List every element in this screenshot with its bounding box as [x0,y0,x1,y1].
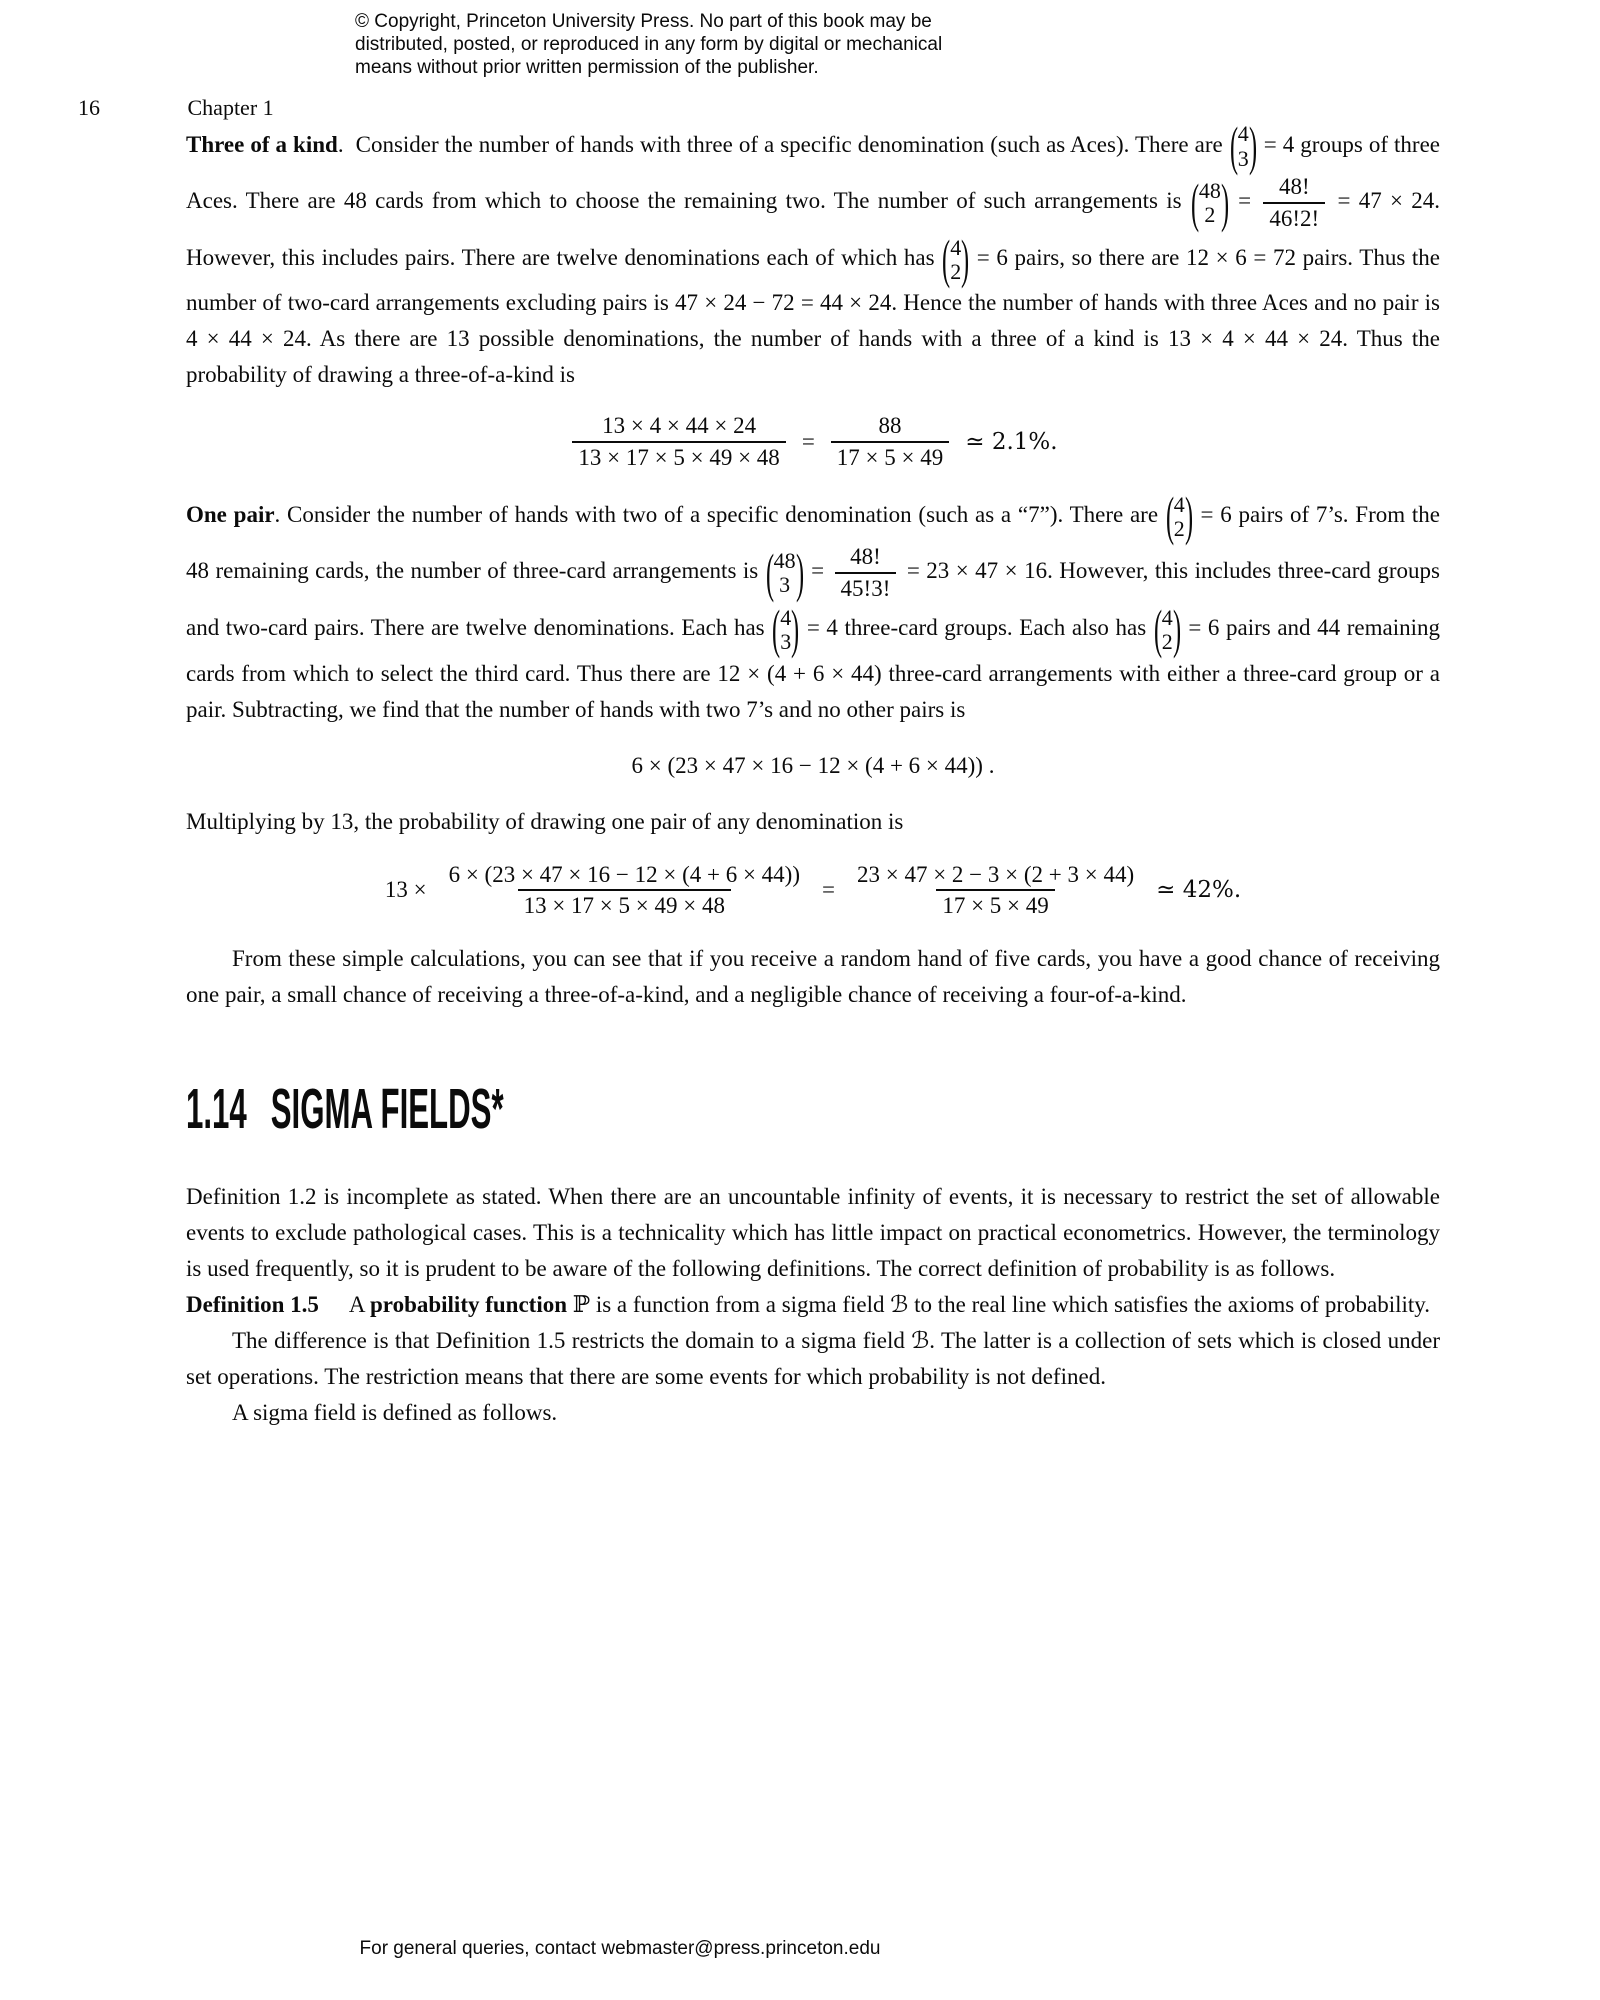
right-paren: ) [795,542,804,603]
right-paren: ) [1248,116,1257,176]
text-run: Definition 1.2 is incomplete as stated. When there are an uncountable infinity of events, it is necessary to restrict the set of allowable events to exclude pathological cases. This is a technicality which has little impact on practical econometrics. However, the terminology is used frequently, so it is prudent to be aware of the following definitions. The correct definition of probability is as follows. [186,1184,1440,1282]
right-paren: ) [1184,486,1193,547]
right-paren: ) [1220,172,1229,233]
left-paren: ( [1165,486,1174,547]
copyright-line-3: means without prior written permission of the publisher. [355,57,819,78]
fraction-numerator: 13 × 4 × 44 × 24 [602,413,757,439]
chapter-label: Chapter 1 [187,95,274,120]
fraction-right [831,411,949,473]
footer-text: For general queries, contact webmaster@press.princeton.edu [359,1938,881,1959]
binomial-4-choose-2 [1165,486,1193,547]
binomial-48-choose-2 [1190,172,1229,233]
binomial-4-choose-2 [1153,599,1181,660]
page-number: 16 [78,95,100,120]
binomial-4-choose-2 [942,229,970,290]
lead-in-one-pair: One pair [186,502,275,528]
equals-sign: = [822,877,835,903]
script-B-symbol: ℬ [911,1328,930,1355]
paragraph-summary [186,941,1440,1013]
binom-top: 4 [1161,604,1173,630]
binom-bottom: 2 [1204,202,1216,228]
text-run: = 4 three-card groups. Each also has [800,615,1153,641]
text-run: = 6 pairs, so there are 12 × 6 = 72 pairs. Thus the number of two-card arrangements excluding pairs is 47 × 24 − 72 = 44 × 24. Hence the number of hands with three Aces and no pair is 4 × 44 × 24. As there are 13 possible denominations, the number of hands with a three of a kind is 13 × 4 × 44 × 24. Thus the probability of drawing a three-of-a-kind is [186,245,1440,388]
defined-term: probability function [369,1292,568,1318]
text-run: Multiplying by 13, the probability of drawing one pair of any denomination is [186,808,904,834]
fraction-denominator: 13 × 17 × 5 × 49 × 48 [518,889,731,921]
binomial-4-choose-3 [772,599,800,660]
binom-bottom: 2 [1161,628,1173,654]
fraction-denominator: 13 × 17 × 5 × 49 × 48 [572,441,785,473]
text-run: = 4 groups of three Aces. There are 48 cards from which to choose the remaining two. The number of such arrangements is [186,131,1440,214]
fraction-left [572,411,785,473]
coefficient-prefix: 13 × [384,877,427,903]
fraction-denominator: 46!2! [1263,202,1325,234]
binom-top: 4 [780,604,792,630]
fraction-numerator: 48! [850,544,881,570]
blackboard-P-symbol: ℙ [572,1292,591,1319]
left-paren: ( [1229,116,1238,176]
binom-bottom: 3 [779,572,791,598]
text-run: = 6 pairs of 7’s. From the 48 remaining cards, the number of three-card arrangements is [186,502,1440,584]
copyright-notice [355,0,975,79]
paragraph-multiplying [186,804,1440,840]
right-paren: ) [791,599,800,660]
left-paren: ( [942,229,951,290]
section-title: SIGMA FIELDS* [270,1078,504,1142]
paragraph-sigma-defined [186,1395,1440,1431]
paragraph-difference [186,1323,1440,1395]
binom-bottom: 2 [1173,515,1185,541]
footer-queries [0,1938,1240,1960]
approx-result: ≃ 2.1%. [965,429,1058,456]
copyright-line-2: distributed, posted, or reproduced in any form by digital or mechanical [355,34,943,55]
binom-top: 4 [950,234,962,260]
fraction-48-factorial [1263,172,1325,234]
binom-top: 48 [1198,177,1221,203]
left-paren: ( [1190,172,1199,233]
binom-bottom: 3 [780,628,792,654]
text-run: The difference is that Definition 1.5 restricts the domain to a sigma field [232,1328,912,1354]
binom-bottom: 3 [1237,145,1249,171]
fraction-numerator: 88 [878,413,902,439]
binom-top: 48 [773,548,796,574]
text-run: = 47 × 24. However, this includes pairs. There are twelve denominations each of which has [186,188,1440,271]
text-run: A sigma field is defined as follows. [232,1400,558,1426]
text-run: From these simple calculations, you can see that if you receive a random hand of five cards, you have a good chance of receiving one pair, a small chance of receiving a three-of-a-kind, and a negligible chance of receiving a four-of-a-kind. [186,946,1440,1008]
left-paren: ( [765,542,774,603]
fraction-48-factorial [835,542,897,604]
fraction-numerator: 23 × 47 × 2 − 3 × (2 + 3 × 44) [856,861,1135,887]
equation-three-of-a-kind-probability [186,411,1440,473]
definition-1-5 [186,1287,1440,1323]
text-column [186,116,1440,1431]
paragraph-three-of-a-kind [186,116,1440,393]
fraction-numerator: 6 × (23 × 47 × 16 − 12 × (4 + 6 × 44)) [448,861,800,887]
equation-two-sevens-count [186,748,1440,784]
binom-bottom: 2 [950,258,962,284]
section-number: 1.14 [186,1078,247,1142]
section-heading-inner [186,1078,504,1142]
running-head [0,95,1600,121]
text-run: . Consider the number of hands with two of a specific denomination (such as a “7”). There are [274,502,1165,528]
lead-in-three-of-a-kind: Three of a kind [186,131,338,157]
paragraph-sigma-intro [186,1179,1440,1287]
section-heading-1-14 [186,1078,1440,1149]
binom-top: 4 [1237,121,1249,147]
text-run: to the real line which satisfies the axioms of probability. [908,1292,1431,1318]
right-paren: ) [961,229,970,290]
text-run: = [1229,188,1260,214]
fraction-denominator: 45!3! [835,572,897,604]
binomial-48-choose-3 [765,542,804,603]
text-run: . Consider the number of hands with three of a specific denomination (such as Aces). There are [337,131,1229,157]
text-run: = 23 × 47 × 16. However, this includes three-card groups and two-card pairs. There are twelve denominations. Each has [186,558,1440,641]
approx-result: ≃ 42%. [1156,877,1242,904]
text-run: = 6 pairs and 44 remaining cards from which to select the third card. Thus there are 12 × (4 + 6 × 44) three-card arrangements with either a three-card group or a pair. Subtracting, we find that the number of hands with two 7’s and no other pairs is [186,615,1440,722]
equals-sign: = [801,429,815,455]
binomial-4-choose-3 [1229,116,1257,176]
equation-one-pair-probability [186,860,1440,922]
fraction-right [851,860,1140,922]
fraction-numerator: 48! [1278,174,1310,200]
text-run: is a function from a sigma field [590,1292,891,1318]
copyright-line-1: © Copyright, Princeton University Press. No part of this book may be [355,11,932,32]
fraction-denominator: 17 × 5 × 49 [831,441,949,473]
left-paren: ( [1153,599,1162,660]
text-run: A [348,1292,370,1318]
left-paren: ( [772,599,781,660]
fraction-denominator: 17 × 5 × 49 [936,889,1054,921]
text-run: . The latter is a collection of sets which is closed under set operations. The restriction means that there are some events for which probability is not defined. [186,1328,1440,1390]
script-B-symbol: ℬ [890,1292,909,1319]
definition-label: Definition 1.5 [186,1292,319,1318]
right-paren: ) [1172,599,1181,660]
binom-top: 4 [1173,491,1185,517]
text-run: = [804,558,831,584]
paragraph-one-pair [186,486,1440,727]
fraction-left [443,860,806,922]
equation-text: 6 × (23 × 47 × 16 − 12 × (4 + 6 × 44)) . [631,752,995,778]
